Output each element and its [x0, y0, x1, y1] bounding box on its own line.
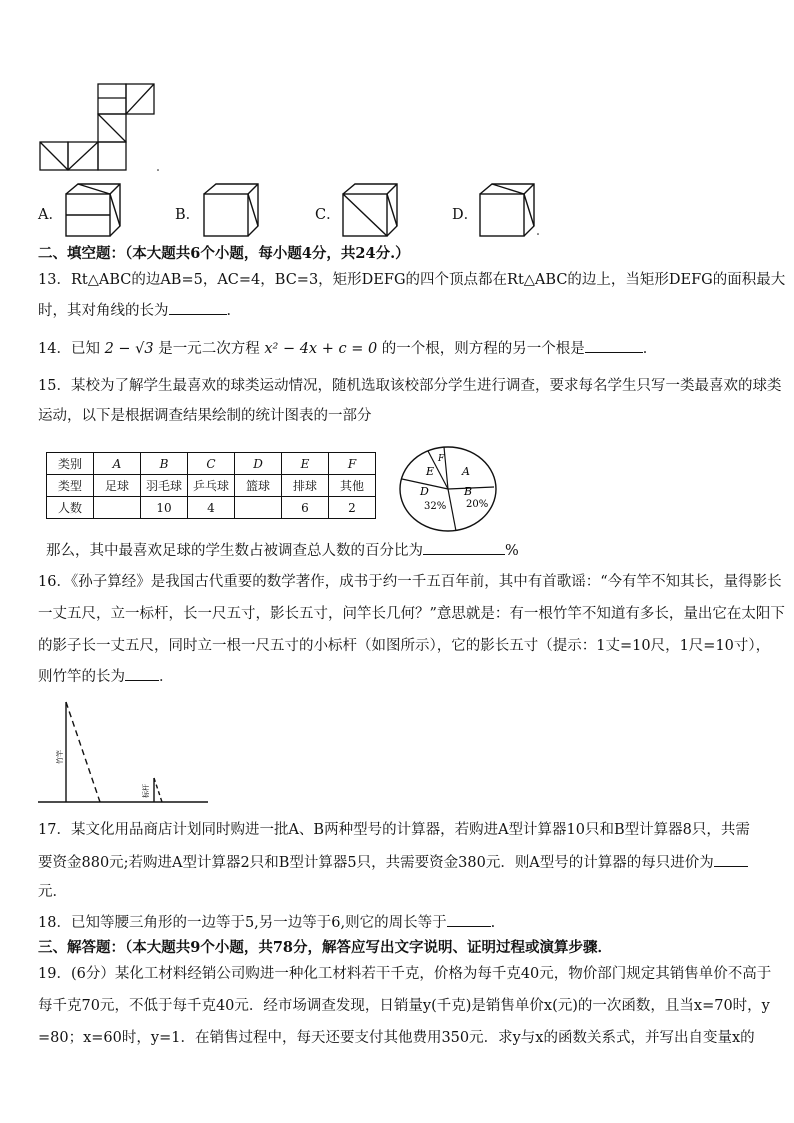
table-cell: 4 [188, 497, 235, 519]
table-cell: 排球 [282, 475, 329, 497]
table-cell: 类别 [47, 453, 94, 475]
table-cell: 人数 [47, 497, 94, 519]
q19-line3: =80；x=60时，y=1．在销售过程中，每天还要支付其他费用350元．求y与x的函数关系式，并写出自变量x的 [38, 1030, 755, 1046]
table-cell: 10 [141, 497, 188, 519]
table-cell: B [141, 453, 188, 475]
marker-stick-label: 标杆 [142, 784, 150, 798]
q17-line1: 17．某文化用品商店计划同时购进一批A、B两种型号的计算器，若购进A型计算器10只和B型计算器8只，共需 [38, 822, 750, 838]
q17-line3: 元． [38, 884, 67, 900]
pie-label-b: B [464, 485, 473, 498]
q18-end: . [490, 915, 496, 931]
option-d-cube-figure [478, 182, 544, 238]
q18-line [38, 912, 495, 933]
table-cell: E [282, 453, 329, 475]
q15-answer-blank[interactable] [423, 540, 505, 555]
table-row [47, 453, 376, 475]
q18-answer-blank[interactable] [447, 912, 491, 927]
option-c-cube-figure [341, 182, 403, 238]
table-cell: F [329, 453, 376, 475]
q14-prefix: 14．已知 [38, 341, 100, 357]
q16-line3: 的影子长一丈五尺，同时立一根一尺五寸的小标杆（如图所示），它的影长五寸（提示：1丈=10尺，1尺=10寸）， [38, 638, 771, 654]
pie-label-e: E [426, 465, 435, 478]
option-b-label: B． [175, 207, 201, 223]
pie-label-d: D [420, 485, 429, 498]
table-cell: 篮球 [235, 475, 282, 497]
q15-line2: 运动，以下是根据调查结果绘制的统计图表的一部分 [38, 408, 372, 424]
sun-ray-dashed [66, 702, 100, 802]
q13-line1: 13．Rt△ABC的边AB=5，AC=4，BC=3，矩形DEFG的四个顶点都在Rt△ABC的边上，当矩形DEFG的面积最大 [38, 272, 786, 288]
q14-line [38, 338, 657, 359]
q16-line1: 16．《孙子算经》是我国古代重要的数学著作，成书于约一千五百年前，其中有首歌谣：“今有竿不知其长，量得影长 [38, 574, 782, 590]
q19-line2: 每千克70元，不低于每千克40元．经市场调查发现，日销量y(千克)是销售单价x(元)的一次函数，且当x=70时，y [38, 998, 770, 1014]
q15-line1: 15．某校为了解学生最喜欢的球类运动情况，随机选取该校部分学生进行调查，要求每名学生只写一类最喜欢的球类 [38, 378, 782, 394]
table-cell [235, 497, 282, 519]
table-cell: 2 [329, 497, 376, 519]
q16-shadow-figure [36, 698, 216, 808]
q13-text: 时，其对角线的长为 [38, 303, 169, 319]
q14-suffix: 的一个根，则方程的另一个根是 [381, 341, 585, 357]
pie-label-a: A [462, 465, 470, 478]
table-cell: A [94, 453, 141, 475]
pie-percent-d: 32% [424, 501, 447, 512]
pie-percent-b: 20% [466, 499, 489, 510]
table-cell: 类型 [47, 475, 94, 497]
q18-text: 18．已知等腰三角形的一边等于5,另一边等于6,则它的周长等于 [38, 915, 447, 931]
q19-line1: 19．(6分）某化工材料经销公司购进一种化工材料若干千克，价格为每千克40元，物价部门规定其销售单价不高于 [38, 966, 772, 982]
option-d-label: D． [452, 207, 479, 223]
bamboo-pole-label: 竹竿 [56, 750, 64, 764]
option-b-cube-figure [202, 182, 264, 238]
option-a-label: A． [38, 207, 63, 223]
q15-line3 [46, 540, 519, 561]
q14-mid: 是一元二次方程 [158, 341, 260, 357]
section3-heading: 三、解答题：（本大题共9个小题，共78分，解答应写出文字说明、证明过程或演算步骤． [38, 939, 613, 956]
q14-equation: x² − 4x + c = 0 [264, 341, 378, 357]
table-cell: 乒乓球 [188, 475, 235, 497]
q16-text: 则竹竿的长为 [38, 669, 125, 685]
table-row [47, 497, 376, 519]
q17-text: 要资金880元;若购进A型计算器2只和B型计算器5只，共需要资金380元．则A型号的计算器的每只进价为 [38, 855, 714, 871]
option-a-cube-figure [64, 182, 126, 238]
section2-heading: 二、填空题：（本大题共6个小题，每小题4分，共24分.） [38, 245, 410, 262]
q17-answer-blank[interactable] [714, 852, 748, 867]
q16-line2: 一丈五尺，立一标杆，长一尺五寸，影长五寸，问竿长几何？”意思就是：有一根竹竿不知道有多长，量出它在太阳下 [38, 606, 785, 622]
q14-end: ． [642, 341, 658, 357]
q13-answer-blank[interactable] [169, 300, 227, 315]
table-cell: 6 [282, 497, 329, 519]
q15-percent-sign: % [505, 543, 519, 559]
q13-line2 [38, 300, 241, 321]
pie-divider [448, 489, 456, 531]
table-cell: 羽毛球 [141, 475, 188, 497]
q15-pie-chart [398, 441, 502, 537]
q16-end: ． [159, 669, 174, 685]
stick-ray-dashed [154, 778, 162, 802]
option-c-label: C． [315, 207, 341, 223]
table-cell [94, 497, 141, 519]
q14-root-expression: 2 − √3 [104, 341, 154, 357]
q15-stat-table [46, 452, 376, 519]
q16-answer-blank[interactable] [125, 666, 159, 681]
table-cell: D [235, 453, 282, 475]
q15-text: 那么，其中最喜欢足球的学生数占被调查总人数的百分比为 [46, 543, 423, 559]
pie-label-f: F [438, 454, 445, 464]
q13-end: ． [226, 303, 241, 319]
table-cell: 足球 [94, 475, 141, 497]
table-cell: 其他 [329, 475, 376, 497]
cube-net-figure [36, 82, 196, 182]
q16-line4 [38, 666, 174, 687]
table-row [47, 475, 376, 497]
table-cell: C [188, 453, 235, 475]
q17-line2 [38, 852, 748, 873]
q14-answer-blank[interactable] [585, 338, 643, 353]
